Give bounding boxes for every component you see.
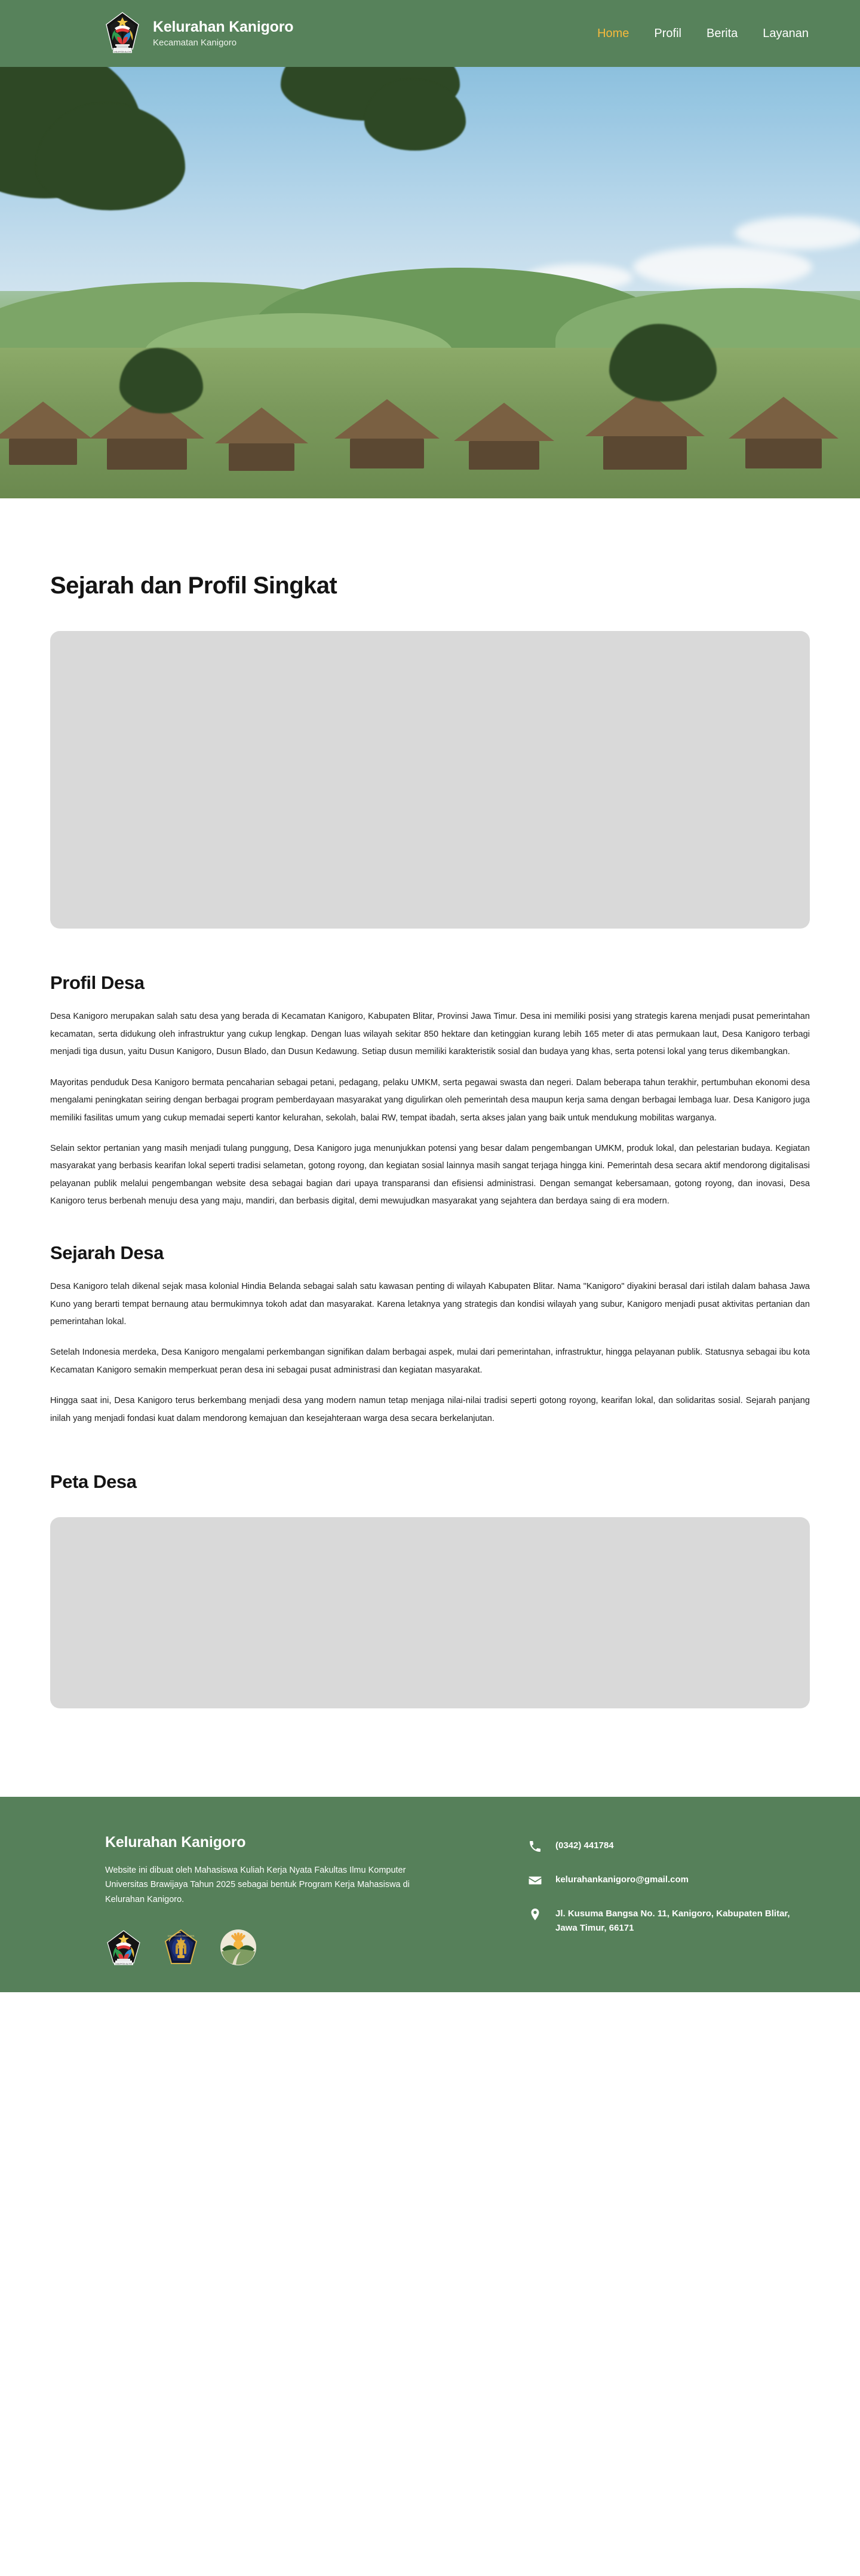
address-text: Jl. Kusuma Bangsa No. 11, Kanigoro, Kabupaten Blitar, Jawa Timur, 66171 [555, 1908, 790, 1933]
footer-description: Website ini dibuat oleh Mahasiswa Kuliah Kerja Nyata Fakultas Ilmu Komputer Universitas Brawijaya Tahun 2025 sebagai bentuk Program Kerja Mahasiswa di Kelurahan Kanigoro. [105, 1865, 410, 1905]
main-content [0, 571, 860, 1708]
main-nav [597, 27, 809, 41]
svg-text:UNIVERSITAS BRAWIJAYA: UNIVERSITAS BRAWIJAYA [167, 1935, 195, 1938]
location-pin-icon [528, 1907, 542, 1922]
profil-paragraph-1: Desa Kanigoro merupakan salah satu desa yang berada di Kecamatan Kanigoro, Kabupaten Blitar, Provinsi Jawa Timur. Desa ini memiliki posisi yang strategis karena menjadi pusat pemerintahan kecamatan, serta didukung oleh infrastruktur yang cukup lengkap. Dengan luas wilayah sekitar 850 hektare dan ketinggian kurang lebih 165 meter di atas permukaan laut, Desa Kanigoro terbagi menjadi tiga dusun, yaitu Dusun Kanigoro, Dusun Blado, dan Dusun Kedawung. Setiap dusun memiliki karakteristik sosial dan budaya yang khas, serta potensi lokal yang terus dikembangkan. [50, 1012, 810, 1057]
contact-phone[interactable] [528, 1839, 809, 1854]
profil-desa-heading: Profil Desa [50, 972, 145, 993]
site-footer [0, 1797, 860, 1993]
peta-desa-heading: Peta Desa [50, 1471, 137, 1493]
contact-email[interactable] [528, 1873, 809, 1888]
nav-link-home[interactable]: Home [597, 26, 629, 40]
footer-title: Kelurahan Kanigoro [105, 1833, 246, 1851]
kabupaten-blitar-logo-icon [105, 1929, 142, 1966]
profil-paragraph-2: Mayoritas penduduk Desa Kanigoro bermata pencaharian sebagai petani, pedagang, pelaku UMKM, serta pegawai swasta dan negeri. Dalam beberapa tahun terakhir, pertumbuhan ekonomi desa mengalami peningkatan seiring dengan berbagai program pemberdayaan masyarakat yang digulirkan oleh pemerintah desa maupun kerja sama dengan berbagai lembaga luar. Desa Kanigoro juga memiliki fasilitas umum yang cukup memadai seperti kantor kelurahan, sekolah, balai RW, tempat ibadah, serta akses jalan yang baik untuk mendukung mobilitas warganya. [50, 1077, 810, 1123]
site-header [0, 0, 860, 67]
contact-address[interactable] [528, 1907, 809, 1936]
hero-overlay [0, 67, 860, 498]
sejarah-paragraph-2: Setelah Indonesia merdeka, Desa Kanigoro mengalami perkembangan signifikan dalam berbagai aspek, mulai dari pemerintahan, infrastruktur, hingga pelayanan publik. Statusnya sebagai ibu kota Kecamatan Kanigoro semakin memperkuat peran desa ini sebagai pusat administrasi dan kegiatan masyarakat. [50, 1347, 810, 1375]
brand[interactable] [105, 12, 293, 55]
svg-text:KABUPATEN BLITAR: KABUPATEN BLITAR [115, 1962, 132, 1965]
nav-link-layanan[interactable]: Layanan [763, 26, 809, 40]
nav-link-profil[interactable]: Profil [654, 26, 681, 40]
profile-media-placeholder [50, 631, 810, 929]
page-title: Sejarah dan Profil Singkat [50, 572, 337, 599]
phone-icon [528, 1839, 542, 1854]
svg-text:KABUPATEN BLITAR: KABUPATEN BLITAR [113, 50, 131, 53]
desa-kanigoro-logo-icon [220, 1929, 257, 1966]
sejarah-desa-heading: Sejarah Desa [50, 1242, 164, 1263]
phone-text: (0342) 441784 [555, 1840, 614, 1851]
sejarah-paragraph-3: Hingga saat ini, Desa Kanigoro terus berkembang menjadi desa yang modern namun tetap menjaga nilai-nilai tradisi seperti gotong royong, kearifan lokal, dan solidaritas sosial. Sejarah panjang inilah yang menjadi fondasi kuat dalam mendorong kemajuan dan kesejahteraan warga desa secara berkelanjutan. [50, 1396, 810, 1423]
nav-link-berita[interactable]: Berita [707, 26, 738, 40]
email-text: kelurahankanigoro@gmail.com [555, 1874, 689, 1885]
profil-paragraph-3: Selain sektor pertanian yang masih menjadi tulang punggung, Desa Kanigoro juga menunjukkan potensi yang besar dalam pengembangan UMKM, produk lokal, dan pelestarian budaya. Kegiatan masyarakat yang berbasis kearifan lokal seperti tradisi selametan, gotong royong, dan kegiatan sosial lainnya masih sangat terjaga hingga kini. Pemerintah desa secara aktif mendorong digitalisasi pelayanan publik melalui pengembangan website desa sebagai bagian dari upaya transparansi dan efisiensi administrasi. Dengan semangat kebersamaan, gotong royong, dan inovasi, Desa Kanigoro terus berbenah menuju desa yang maju, mandiri, dan berbasis digital, demi mewujudkan masyarakat yang sejahtera dan berdaya saing di era modern. [50, 1144, 810, 1206]
hero-banner [0, 67, 860, 498]
mail-icon [528, 1873, 542, 1888]
map-placeholder[interactable] [50, 1517, 810, 1708]
footer-contact-column [528, 1834, 809, 1936]
footer-left-column [105, 1834, 523, 1967]
footer-logo-group [105, 1929, 523, 1966]
sejarah-paragraph-1: Desa Kanigoro telah dikenal sejak masa kolonial Hindia Belanda sebagai salah satu kawasan penting di wilayah Kabupaten Blitar. Nama "Kanigoro" diyakini berasal dari istilah dalam bahasa Jawa Kuno yang berarti tempat bernaung atau bermukimnya tokoh adat dan masyarakat. Karena letaknya yang strategis dan kondisi wilayah yang subur, Kanigoro menjadi pusat aktivitas pertanian dan pemerintahan lokal. [50, 1282, 810, 1327]
brand-subtitle: Kecamatan Kanigoro [153, 37, 237, 48]
universitas-brawijaya-logo-icon [162, 1929, 199, 1966]
brand-title: Kelurahan Kanigoro [153, 19, 294, 35]
kabupaten-blitar-emblem-icon [105, 12, 140, 55]
